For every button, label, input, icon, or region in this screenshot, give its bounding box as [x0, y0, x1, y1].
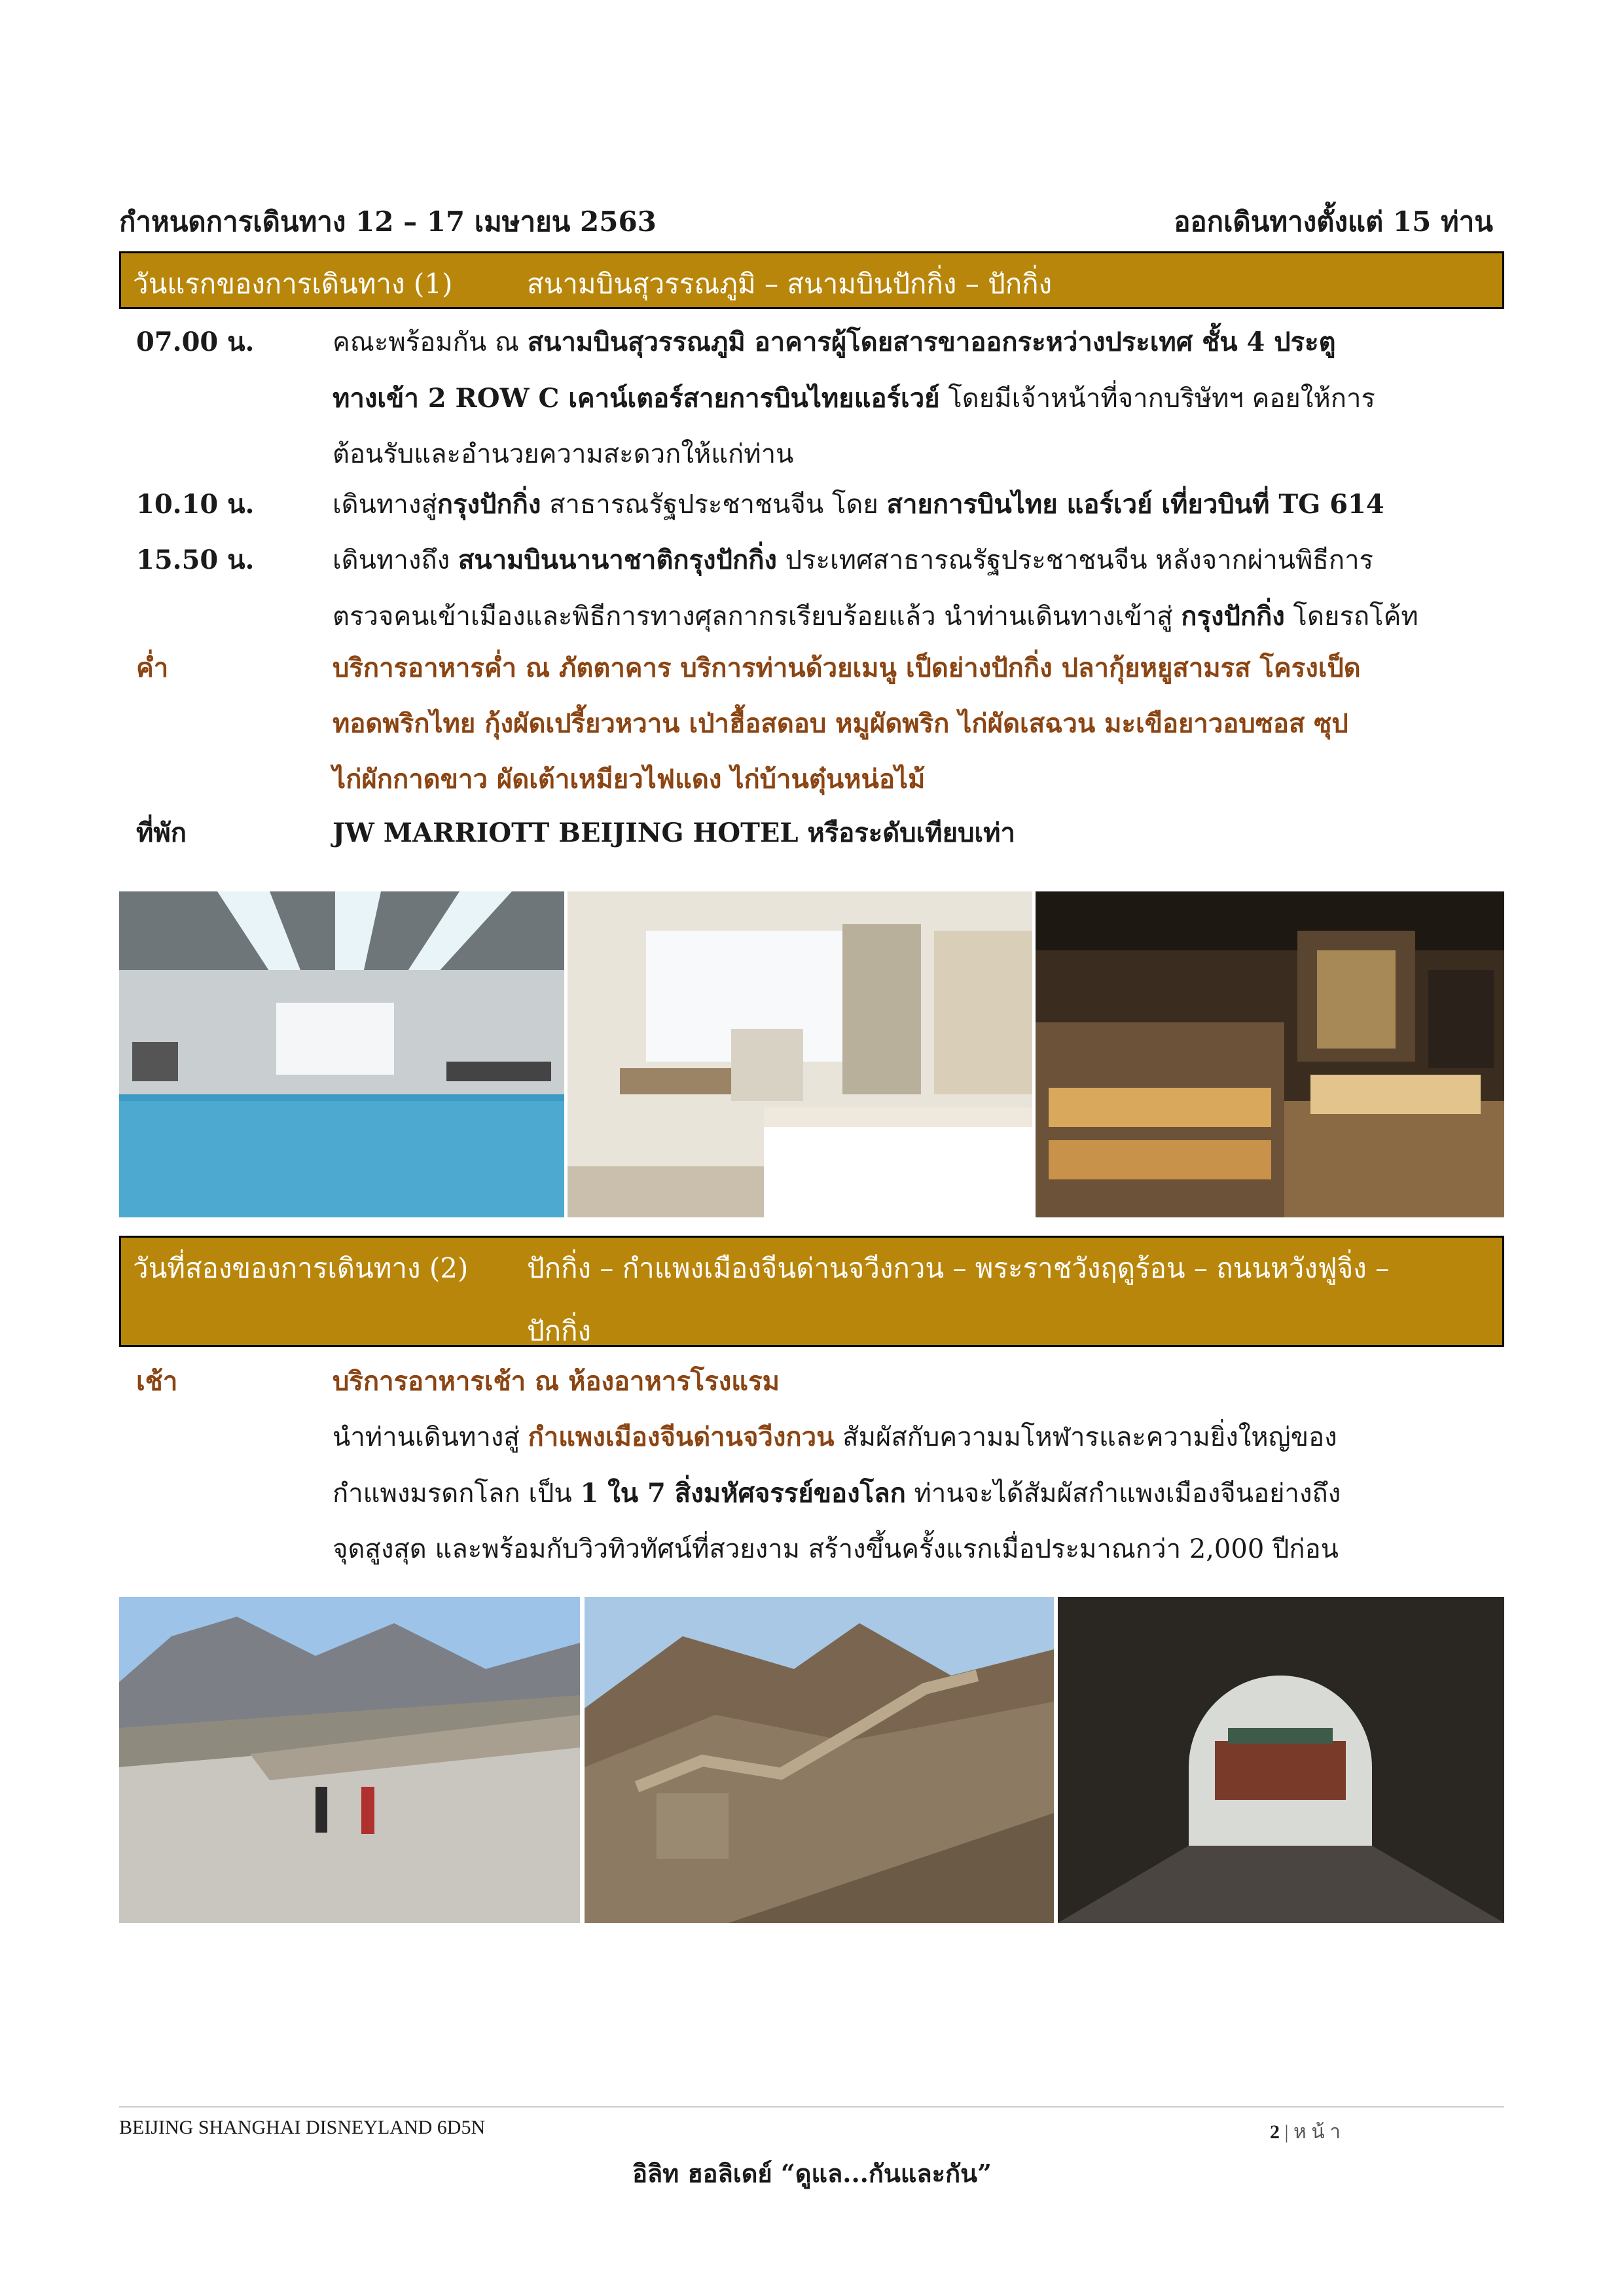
day2-label: วันที่สองของการเดินทาง (2) [133, 1252, 469, 1284]
hotel-room-photo [568, 891, 1032, 1217]
hotel-name: JW MARRIOTT BEIJING HOTEL หรือระดับเทียบเท่า [333, 817, 1015, 848]
time-label: 15.50 น. [136, 545, 255, 575]
hotel-pool-photo [119, 891, 564, 1217]
page-number: 2 | ห น้ า [1270, 2121, 1341, 2143]
great-wall-paragraph: นำท่านเดินทางสู่ กำแพงเมืองจีนด่านจวีงกวน สัมผัสกับความมโหฬารและความยิ่งใหญ่ของ กำแพงมรดกโลก เป็น 1 ใน 7 สิ่งมหัศจรรย์ของโลก ท่านจะได้สัมผัสกำแพงเมืองจีนอย่างถึง จุดสูงสุด และพร้อมกับวิวทิวทัศน์ที่สวยงาม สร้างขึ้นครั้งแรกเมื่อประมาณกว่า 2,000 ปีก่อน [333, 1422, 1341, 1564]
schedule-dates: กำหนดการเดินทาง 12 – 17 เมษายน 2563 [119, 206, 657, 238]
dinner-row [119, 640, 1504, 807]
itinerary-row [119, 476, 1504, 532]
min-group-size: ออกเดินทางตั้งแต่ 15 ท่าน [1174, 206, 1493, 238]
day1-title: สนามบินสุวรรณภูมิ – สนามบินปักกิ่ง – ปักกิ่ง [527, 268, 1053, 300]
footer-divider [119, 2106, 1504, 2108]
great-wall-walkway-photo [119, 1597, 580, 1923]
company-slogan: อิลิท ฮอลิเดย์ “ดูแล...กันและกัน” [632, 2159, 992, 2188]
itinerary-row [119, 314, 1504, 481]
row-description: คณะพร้อมกัน ณ สนามบินสุวรรณภูมิ อาคารผู้โดยสารขาออกระหว่างประเทศ ชั้น 4 ประตู ทางเข้า 2 ROW C เคาน์เตอร์สายการบินไทยแอร์เวย์ โดยมีเจ้าหน้าที่จากบริษัทฯ คอยให้การ ต้อนรับและอำนวยความสะดวกให้แก่ท่าน [333, 327, 1375, 469]
great-wall-gate-photo [1058, 1597, 1504, 1923]
day2-banner [119, 1236, 1504, 1347]
day1-banner [119, 251, 1504, 309]
day1-label: วันแรกของการเดินทาง (1) [133, 268, 453, 300]
time-label: เช้า [136, 1366, 178, 1397]
hotel-restaurant-photo [1036, 891, 1504, 1217]
breakfast-row [119, 1354, 1504, 1409]
row-description: เดินทางสู่กรุงปักกิ่ง สาธารณรัฐประชาชนจีน โดย สายการบินไทย แอร์เวย์ เที่ยวบินที่ TG 614 [333, 489, 1384, 520]
dinner-menu: บริการอาหารค่ำ ณ ภัตตาคาร บริการท่านด้วยเมนู เป็ดย่างปักกิ่ง ปลากุ้ยหยูสามรส โครงเป็ด ทอดพริกไทย กุ้งผัดเปรี้ยวหวาน เป่าฮื้อสดอบ หมูผัดพริก ไก่ผัดเสฉวน มะเขือยาวอบซอส ซุป ไก่ผักกาดขาว ผัดเต้าเหมียวไฟแดง ไก่บ้านตุ๋นหน่อไม้ [333, 653, 1361, 795]
great-wall-mountain-photo [585, 1597, 1054, 1923]
time-label: 07.00 น. [136, 327, 255, 357]
row-description: เดินทางถึง สนามบินนานาชาติกรุงปักกิ่ง ประเทศสาธารณรัฐประชาชนจีน หลังจากผ่านพิธีการ ตรวจคนเข้าเมืองและพิธีการทางศุลกากรเรียบร้อยแล้ว นำท่านเดินทางเข้าสู่ กรุงปักกิ่ง โดยรถโค้ท [333, 545, 1418, 632]
time-label: 10.10 น. [136, 489, 255, 520]
hotel-row [119, 805, 1504, 861]
time-label: ค่ำ [136, 653, 169, 683]
itinerary-row [119, 532, 1504, 643]
day2-title: ปักกิ่ง – กำแพงเมืองจีนด่านจวีงกวน – พระราชวังฤดูร้อน – ถนนหวังฟูจิ่ง – ปักกิ่ง [527, 1252, 1390, 1347]
footer-program-name: BEIJING SHANGHAI DISNEYLAND 6D5N [119, 2117, 486, 2138]
breakfast-info: บริการอาหารเช้า ณ ห้องอาหารโรงแรม [333, 1366, 780, 1397]
time-label: ที่พัก [136, 817, 187, 848]
